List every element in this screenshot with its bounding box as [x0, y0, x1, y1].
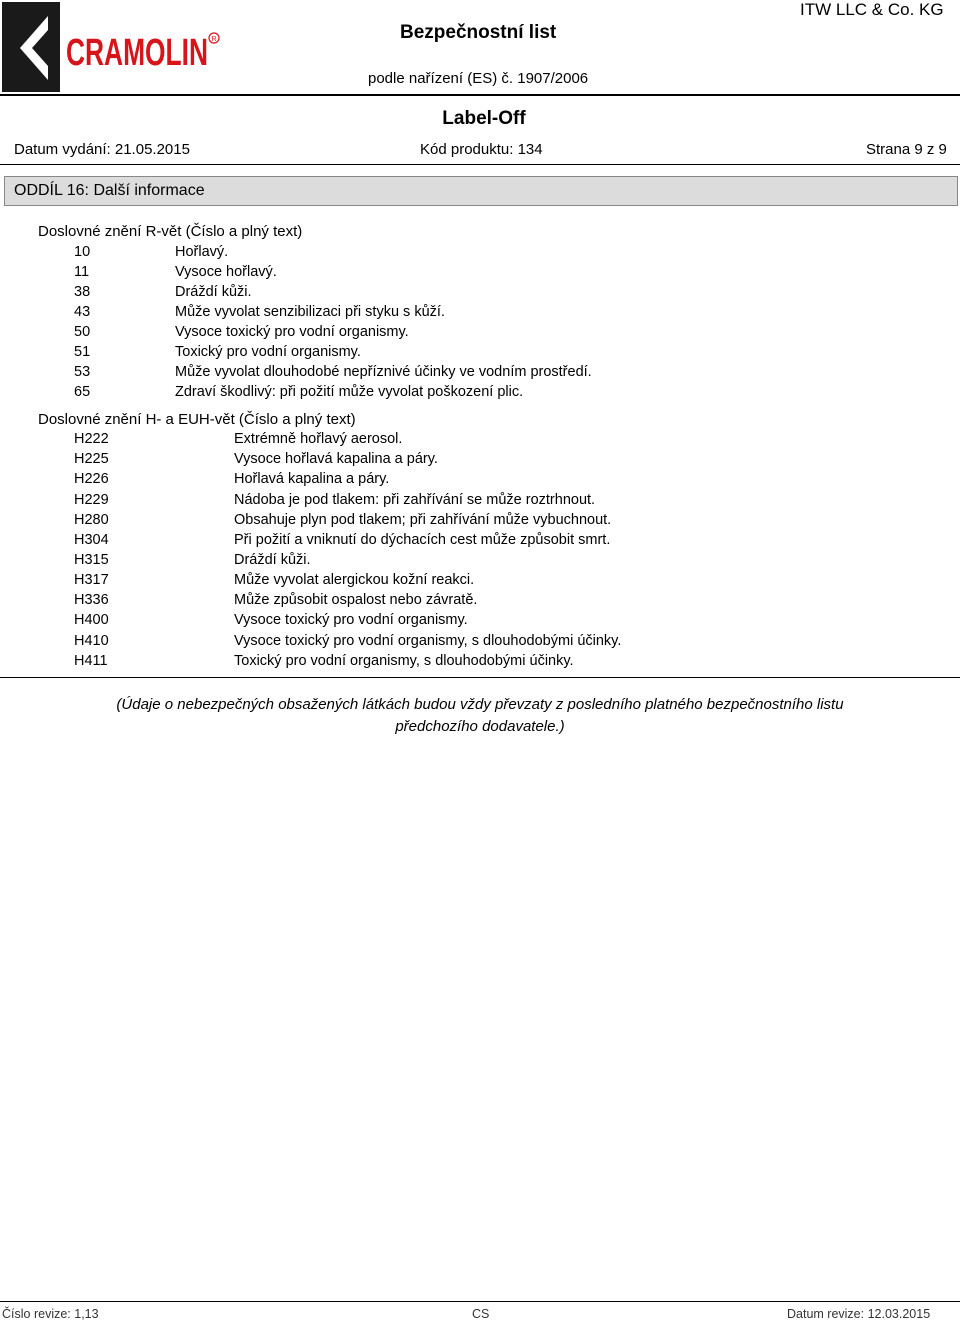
h-phrase-text: Dráždí kůži. — [234, 552, 311, 568]
r-phrase-text: Toxický pro vodní organismy. — [175, 344, 361, 360]
r-phrase-text: Může vyvolat dlouhodobé nepříznivé účinky ve vodním prostředí. — [175, 364, 592, 380]
h-phrase-code: H411 — [74, 653, 108, 669]
r-phrase-code: 53 — [74, 364, 91, 380]
product-code: Kód produktu: 134 — [420, 141, 543, 158]
product-name: Label-Off — [442, 108, 526, 129]
h-phrase-code: H225 — [74, 451, 109, 467]
supplier-note — [60, 694, 900, 738]
supplier-note-line-2: předchozího dodavatele.) — [395, 718, 565, 735]
revision-date: Datum revize: 12.03.2015 — [787, 1307, 931, 1321]
section-end-divider — [0, 677, 960, 678]
r-phrase-code: 38 — [74, 284, 91, 300]
r-phrase-code: 50 — [74, 324, 91, 340]
h-phrase-code: H410 — [74, 633, 109, 649]
r-phrase-text: Dráždí kůži. — [175, 284, 252, 300]
language-code: CS — [472, 1307, 490, 1321]
supplier-note-line-1: (Údaje o nebezpečných obsažených látkách budou vždy převzaty z posledního platného bezpečnostního listu — [116, 696, 844, 713]
h-phrase-text: Může vyvolat alergickou kožní reakci. — [234, 572, 475, 588]
h-phrase-text: Vysoce toxický pro vodní organismy, s dlouhodobými účinky. — [234, 633, 622, 649]
h-phrase-code: H229 — [74, 492, 109, 508]
h-phrase-code: H315 — [74, 552, 109, 568]
h-phrase-code: H226 — [74, 471, 109, 487]
h-phrase-text: Vysoce toxický pro vodní organismy. — [234, 612, 468, 628]
company-name: ITW LLC & Co. KG — [800, 0, 944, 19]
section-title: ODDÍL 16: Další informace — [14, 182, 205, 199]
h-phrase-code: H222 — [74, 431, 109, 447]
r-phrase-code: 65 — [74, 384, 91, 400]
r-phrase-text: Může vyvolat senzibilizaci při styku s kůží. — [175, 304, 445, 320]
h-phrase-text: Vysoce hořlavá kapalina a páry. — [234, 451, 438, 467]
svg-text:R: R — [211, 36, 217, 43]
h-phrase-code: H336 — [74, 592, 109, 608]
h-phrase-text: Při požití a vniknutí do dýchacích cest může způsobit smrt. — [234, 532, 611, 548]
r-phrase-text: Vysoce hořlavý. — [175, 264, 277, 280]
r-phrase-code: 11 — [74, 264, 90, 280]
h-phrase-text: Může způsobit ospalost nebo závratě. — [234, 592, 478, 608]
r-phrases-heading: Doslovné znění R-vět (Číslo a plný text) — [38, 223, 303, 240]
h-phrases-heading: Doslovné znění H- a EUH-vět (Číslo a plný text) — [38, 411, 356, 428]
r-phrase-code: 10 — [74, 244, 91, 260]
h-phrase-text: Nádoba je pod tlakem: při zahřívání se může roztrhnout. — [234, 492, 596, 508]
page-number: Strana 9 z 9 — [866, 141, 947, 158]
h-phrase-code: H317 — [74, 572, 109, 588]
h-phrase-text: Obsahuje plyn pod tlakem; při zahřívání může vybuchnout. — [234, 512, 612, 528]
issue-date: Datum vydání: 21.05.2015 — [14, 141, 190, 158]
r-phrase-text: Zdraví škodlivý: při požití může vyvolat poškození plic. — [175, 384, 524, 400]
meta-divider — [0, 164, 960, 165]
r-phrase-code: 51 — [74, 344, 91, 360]
header-divider — [0, 94, 960, 96]
r-phrase-text: Hořlavý. — [175, 244, 229, 260]
cramolin-logo — [2, 2, 222, 92]
footer-divider — [0, 1301, 960, 1302]
logo-wordmark: CRAMOLIN — [66, 32, 208, 74]
h-phrase-text: Toxický pro vodní organismy, s dlouhodobými účinky. — [234, 653, 574, 669]
h-phrase-text: Hořlavá kapalina a páry. — [234, 471, 390, 487]
revision-number: Číslo revize: 1,13 — [2, 1307, 99, 1321]
h-phrase-code: H400 — [74, 612, 109, 628]
h-phrase-code: H280 — [74, 512, 109, 528]
document-title: Bezpečnostní list — [400, 22, 557, 43]
r-phrase-text: Vysoce toxický pro vodní organismy. — [175, 324, 409, 340]
h-phrase-code: H304 — [74, 532, 109, 548]
r-phrase-code: 43 — [74, 304, 91, 320]
regulation-reference: podle nařízení (ES) č. 1907/2006 — [368, 70, 589, 87]
h-phrase-text: Extrémně hořlavý aerosol. — [234, 431, 403, 447]
